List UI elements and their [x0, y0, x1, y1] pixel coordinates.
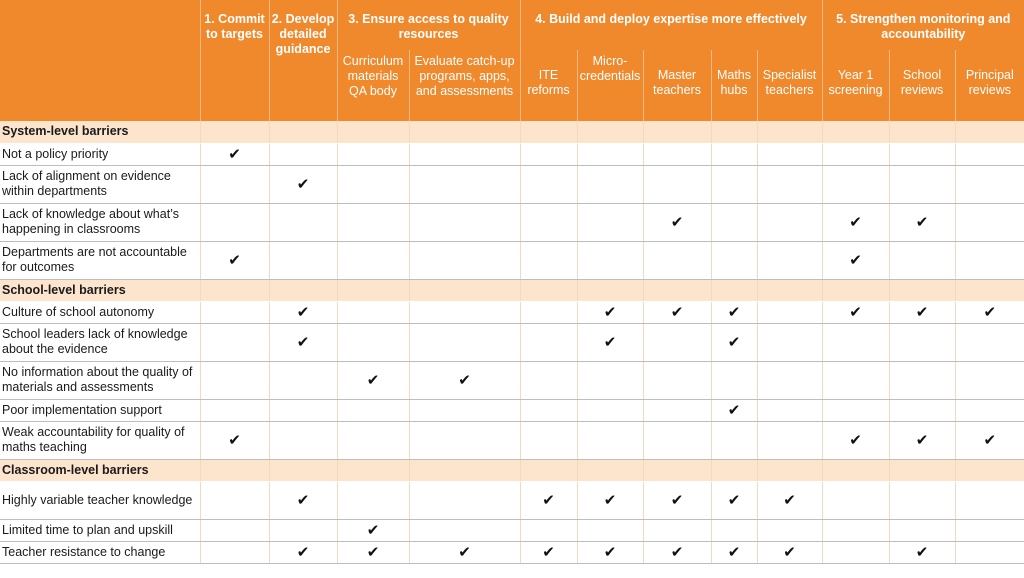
checkmark-icon: ✔ — [228, 432, 241, 449]
matrix-cell — [822, 481, 889, 519]
matrix-cell — [520, 323, 577, 361]
matrix-cell — [757, 421, 822, 459]
matrix-cell — [643, 301, 711, 323]
matrix-cell — [822, 203, 889, 241]
section-cell — [577, 121, 643, 143]
barrier-label: Lack of knowledge about what’s happening in classrooms — [0, 203, 200, 241]
section-cell — [889, 279, 955, 301]
section-row — [0, 279, 1024, 301]
matrix-cell — [269, 165, 337, 203]
section-cell — [757, 459, 822, 481]
matrix-cell — [200, 241, 269, 279]
subheader-curriculum-qa: Curriculum materials QA body — [337, 50, 409, 121]
matrix-cell — [757, 241, 822, 279]
matrix-cell — [822, 421, 889, 459]
matrix-cell — [269, 301, 337, 323]
subheader-specialist-teachers: Specialist teachers — [757, 50, 822, 121]
matrix-cell — [822, 541, 889, 563]
checkmark-icon: ✔ — [727, 544, 741, 561]
subheader-principal-reviews: Principal reviews — [955, 50, 1024, 121]
table-row — [0, 165, 1024, 203]
section-cell — [822, 121, 889, 143]
matrix-cell — [269, 399, 337, 421]
matrix-cell — [520, 519, 577, 541]
matrix-cell — [200, 165, 269, 203]
matrix-cell — [757, 519, 822, 541]
matrix-cell — [269, 361, 337, 399]
matrix-cell — [822, 519, 889, 541]
matrix-cell — [955, 541, 1024, 563]
section-cell — [889, 459, 955, 481]
matrix-cell — [711, 361, 757, 399]
section-cell — [643, 279, 711, 301]
matrix-cell — [337, 165, 409, 203]
checkmark-icon: ✔ — [783, 544, 796, 561]
matrix-cell — [337, 323, 409, 361]
matrix-cell — [889, 241, 955, 279]
group-header-commit-targets: 1. Commit to targets — [200, 0, 269, 121]
matrix-cell — [643, 421, 711, 459]
section-cell — [520, 459, 577, 481]
matrix-cell — [757, 165, 822, 203]
table-row — [0, 399, 1024, 421]
section-label: School-level barriers — [0, 279, 200, 301]
checkmark-icon: ✔ — [296, 544, 310, 561]
matrix-cell — [409, 421, 520, 459]
matrix-cell — [757, 301, 822, 323]
matrix-cell — [409, 203, 520, 241]
matrix-cell — [643, 399, 711, 421]
section-cell — [269, 279, 337, 301]
matrix-cell — [711, 241, 757, 279]
checkmark-icon: ✔ — [366, 372, 380, 389]
checkmark-icon: ✔ — [228, 146, 241, 163]
barrier-label: Poor implementation support — [0, 399, 200, 421]
matrix-cell — [955, 241, 1024, 279]
matrix-cell — [822, 143, 889, 165]
matrix-cell — [577, 143, 643, 165]
matrix-cell — [822, 301, 889, 323]
matrix-cell — [711, 143, 757, 165]
matrix-cell — [520, 203, 577, 241]
matrix-cell — [269, 519, 337, 541]
checkmark-icon: ✔ — [670, 492, 684, 509]
matrix-cell — [577, 323, 643, 361]
matrix-cell — [757, 203, 822, 241]
table-row — [0, 143, 1024, 165]
checkmark-icon: ✔ — [983, 304, 997, 321]
matrix-cell — [269, 541, 337, 563]
matrix-cell — [200, 143, 269, 165]
matrix-cell — [889, 165, 955, 203]
matrix-cell — [337, 241, 409, 279]
checkmark-icon: ✔ — [228, 252, 241, 269]
checkmark-icon: ✔ — [983, 432, 997, 449]
matrix-cell — [577, 203, 643, 241]
matrix-cell — [955, 519, 1024, 541]
checkmark-icon: ✔ — [296, 304, 310, 321]
matrix-cell — [757, 481, 822, 519]
matrix-cell — [200, 203, 269, 241]
section-label: System-level barriers — [0, 121, 200, 143]
checkmark-icon: ✔ — [366, 522, 380, 539]
table-row — [0, 421, 1024, 459]
section-cell — [643, 459, 711, 481]
barrier-label: School leaders lack of knowledge about the evidence — [0, 323, 200, 361]
matrix-cell — [822, 399, 889, 421]
matrix-cell — [955, 481, 1024, 519]
matrix-cell — [337, 203, 409, 241]
matrix-cell — [889, 203, 955, 241]
checkmark-icon: ✔ — [849, 252, 862, 269]
matrix-cell — [889, 421, 955, 459]
matrix-cell — [822, 323, 889, 361]
matrix-cell — [520, 143, 577, 165]
matrix-cell — [889, 143, 955, 165]
matrix-cell — [711, 541, 757, 563]
section-cell — [822, 459, 889, 481]
matrix-cell — [757, 323, 822, 361]
checkmark-icon: ✔ — [603, 304, 617, 321]
matrix-cell — [520, 399, 577, 421]
table-row — [0, 541, 1024, 563]
matrix-cell — [711, 519, 757, 541]
matrix-cell — [409, 143, 520, 165]
section-cell — [337, 121, 409, 143]
matrix-cell — [200, 519, 269, 541]
matrix-cell — [711, 203, 757, 241]
matrix-cell — [757, 143, 822, 165]
section-row — [0, 459, 1024, 481]
matrix-cell — [409, 399, 520, 421]
section-cell — [200, 279, 269, 301]
matrix-cell — [200, 399, 269, 421]
matrix-cell — [520, 165, 577, 203]
group-header-quality-resources: 3. Ensure access to quality resources — [337, 0, 520, 50]
section-cell — [711, 459, 757, 481]
subheader-master-teachers: Master teachers — [643, 50, 711, 121]
table-row — [0, 301, 1024, 323]
matrix-cell — [955, 165, 1024, 203]
matrix-cell — [200, 481, 269, 519]
section-cell — [822, 279, 889, 301]
checkmark-icon: ✔ — [727, 492, 741, 509]
checkmark-icon: ✔ — [542, 492, 555, 509]
matrix-cell — [409, 301, 520, 323]
group-header-build-expertise: 4. Build and deploy expertise more effectively — [520, 0, 822, 50]
checkmark-icon: ✔ — [542, 544, 555, 561]
checkmark-icon: ✔ — [458, 544, 471, 561]
matrix-cell — [577, 519, 643, 541]
matrix-cell — [200, 323, 269, 361]
subheader-micro-credentials: Micro-credentials — [577, 50, 643, 121]
checkmark-icon: ✔ — [670, 544, 684, 561]
section-cell — [409, 121, 520, 143]
section-cell — [757, 279, 822, 301]
table-row — [0, 519, 1024, 541]
matrix-cell — [711, 421, 757, 459]
matrix-cell — [822, 241, 889, 279]
matrix-cell — [889, 541, 955, 563]
barrier-label: Teacher resistance to change — [0, 541, 200, 563]
matrix-body — [0, 121, 1024, 563]
subheader-evaluate-catch-up: Evaluate catch-up programs, apps, and assessments — [409, 50, 520, 121]
matrix-cell — [269, 481, 337, 519]
section-cell — [889, 121, 955, 143]
matrix-cell — [955, 323, 1024, 361]
checkmark-icon: ✔ — [670, 304, 684, 321]
matrix-cell — [409, 361, 520, 399]
matrix-cell — [889, 399, 955, 421]
matrix-cell — [520, 421, 577, 459]
matrix-cell — [337, 541, 409, 563]
section-row — [0, 121, 1024, 143]
checkmark-icon: ✔ — [849, 432, 862, 449]
matrix-cell — [409, 165, 520, 203]
matrix-cell — [337, 421, 409, 459]
matrix-cell — [337, 301, 409, 323]
barrier-label: Culture of school autonomy — [0, 301, 200, 323]
section-cell — [577, 459, 643, 481]
matrix-cell — [711, 399, 757, 421]
matrix-cell — [955, 301, 1024, 323]
matrix-cell — [200, 361, 269, 399]
barrier-label: Not a policy priority — [0, 143, 200, 165]
matrix-cell — [822, 361, 889, 399]
checkmark-icon: ✔ — [915, 432, 929, 449]
matrix-cell — [200, 301, 269, 323]
matrix-cell — [200, 421, 269, 459]
matrix-cell — [643, 361, 711, 399]
matrix-cell — [643, 323, 711, 361]
section-cell — [409, 459, 520, 481]
checkmark-icon: ✔ — [296, 176, 310, 193]
section-cell — [711, 121, 757, 143]
matrix-cell — [577, 421, 643, 459]
table-row — [0, 481, 1024, 519]
matrix-cell — [955, 203, 1024, 241]
subheader-year1-screening: Year 1 screening — [822, 50, 889, 121]
matrix-cell — [955, 143, 1024, 165]
matrix-cell — [822, 165, 889, 203]
matrix-cell — [889, 481, 955, 519]
subheader-ite-reforms: ITE reforms — [520, 50, 577, 121]
table-row — [0, 323, 1024, 361]
matrix-cell — [409, 519, 520, 541]
matrix-cell — [643, 165, 711, 203]
matrix-cell — [711, 481, 757, 519]
matrix-cell — [409, 541, 520, 563]
section-cell — [269, 459, 337, 481]
checkmark-icon: ✔ — [915, 214, 929, 231]
section-cell — [520, 121, 577, 143]
matrix-cell — [200, 541, 269, 563]
matrix-cell — [643, 143, 711, 165]
matrix-cell — [757, 541, 822, 563]
section-cell — [337, 459, 409, 481]
section-cell — [200, 459, 269, 481]
checkmark-icon: ✔ — [783, 492, 796, 509]
matrix-cell — [643, 241, 711, 279]
matrix-cell — [409, 241, 520, 279]
matrix-cell — [520, 301, 577, 323]
matrix-cell — [643, 481, 711, 519]
matrix-cell — [520, 541, 577, 563]
matrix-cell — [889, 323, 955, 361]
matrix-cell — [711, 301, 757, 323]
matrix-cell — [577, 241, 643, 279]
section-label: Classroom-level barriers — [0, 459, 200, 481]
matrix-cell — [269, 143, 337, 165]
matrix-cell — [409, 481, 520, 519]
matrix-cell — [643, 203, 711, 241]
matrix-cell — [757, 361, 822, 399]
section-cell — [577, 279, 643, 301]
section-cell — [711, 279, 757, 301]
matrix-cell — [889, 301, 955, 323]
section-cell — [200, 121, 269, 143]
checkmark-icon: ✔ — [727, 402, 741, 419]
section-cell — [520, 279, 577, 301]
barrier-label: Lack of alignment on evidence within departments — [0, 165, 200, 203]
matrix-cell — [955, 421, 1024, 459]
matrix-cell — [757, 399, 822, 421]
matrix-cell — [520, 241, 577, 279]
section-cell — [955, 459, 1024, 481]
checkmark-icon: ✔ — [915, 544, 929, 561]
checkmark-icon: ✔ — [603, 334, 617, 351]
subheader-school-reviews: School reviews — [889, 50, 955, 121]
matrix-cell — [711, 165, 757, 203]
matrix-cell — [269, 323, 337, 361]
matrix-cell — [269, 203, 337, 241]
checkmark-icon: ✔ — [458, 372, 471, 389]
barrier-label: No information about the quality of materials and assessments — [0, 361, 200, 399]
matrix-cell — [337, 361, 409, 399]
checkmark-icon: ✔ — [603, 492, 617, 509]
matrix-cell — [577, 541, 643, 563]
section-cell — [955, 279, 1024, 301]
matrix-cell — [520, 481, 577, 519]
matrix-cell — [337, 481, 409, 519]
table-row — [0, 361, 1024, 399]
section-cell — [643, 121, 711, 143]
matrix-cell — [577, 481, 643, 519]
subheader-maths-hubs: Maths hubs — [711, 50, 757, 121]
group-header-develop-guidance: 2. Develop detailed guidance — [269, 0, 337, 121]
barrier-label: Limited time to plan and upskill — [0, 519, 200, 541]
checkmark-icon: ✔ — [849, 304, 862, 321]
barrier-label: Highly variable teacher knowledge — [0, 481, 200, 519]
matrix-cell — [577, 361, 643, 399]
checkmark-icon: ✔ — [296, 334, 310, 351]
checkmark-icon: ✔ — [366, 544, 380, 561]
matrix-cell — [955, 399, 1024, 421]
section-cell — [757, 121, 822, 143]
matrix-cell — [269, 421, 337, 459]
matrix-cell — [955, 361, 1024, 399]
checkmark-icon: ✔ — [603, 544, 617, 561]
matrix-cell — [577, 399, 643, 421]
checkmark-icon: ✔ — [727, 334, 741, 351]
matrix-cell — [520, 361, 577, 399]
matrix-cell — [337, 143, 409, 165]
matrix-cell — [577, 301, 643, 323]
matrix-cell — [889, 519, 955, 541]
barrier-label: Departments are not accountable for outcomes — [0, 241, 200, 279]
section-cell — [955, 121, 1024, 143]
matrix-cell — [643, 519, 711, 541]
checkmark-icon: ✔ — [727, 304, 741, 321]
matrix-cell — [337, 399, 409, 421]
group-header-monitoring: 5. Strengthen monitoring and accountability — [822, 0, 1024, 50]
section-cell — [269, 121, 337, 143]
checkmark-icon: ✔ — [915, 304, 929, 321]
section-cell — [337, 279, 409, 301]
matrix-cell — [337, 519, 409, 541]
matrix-cell — [409, 323, 520, 361]
table-row — [0, 203, 1024, 241]
checkmark-icon: ✔ — [296, 492, 310, 509]
section-cell — [409, 279, 520, 301]
barrier-label: Weak accountability for quality of maths teaching — [0, 421, 200, 459]
matrix-cell — [643, 541, 711, 563]
corner-cell — [0, 0, 200, 121]
matrix-cell — [711, 323, 757, 361]
matrix-cell — [269, 241, 337, 279]
matrix-cell — [889, 361, 955, 399]
checkmark-icon: ✔ — [670, 214, 684, 231]
checkmark-icon: ✔ — [849, 214, 862, 231]
matrix-cell — [577, 165, 643, 203]
table-row — [0, 241, 1024, 279]
